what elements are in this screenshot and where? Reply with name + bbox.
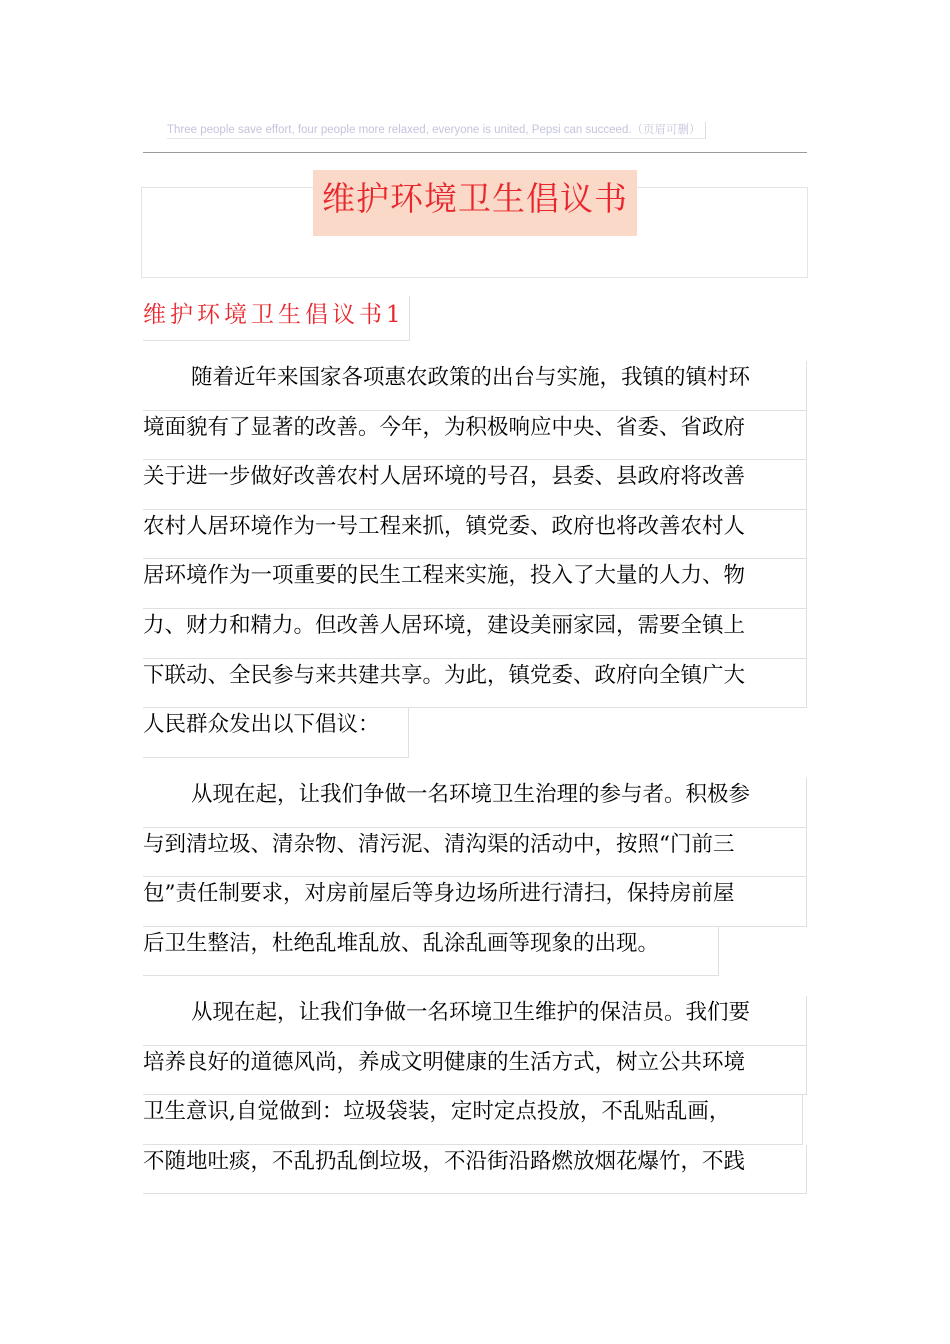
text-line: 从现在起，让我们争做一名环境卫生治理的参与者。积极参 bbox=[143, 778, 807, 828]
text-line: 与到清垃圾、清杂物、清污泥、清沟渠的活动中，按照“门前三 bbox=[143, 828, 807, 878]
text-line: 培养良好的道德风尚，养成文明健康的生活方式，树立公共环境 bbox=[143, 1046, 807, 1096]
text-line: 包”责任制要求，对房前屋后等身边场所进行清扫，保持房前屋 bbox=[143, 877, 807, 927]
text-line: 后卫生整洁，杜绝乱堆乱放、乱涂乱画等现象的出现。 bbox=[143, 927, 719, 977]
text-line: 下联动、全民参与来共建共享。为此，镇党委、政府向全镇广大 bbox=[143, 659, 807, 709]
document-title: 维护环境卫生倡议书 bbox=[313, 170, 637, 236]
text-line: 力、财力和精力。但改善人居环境，建设美丽家园，需要全镇上 bbox=[143, 609, 807, 659]
section-heading: 维护环境卫生倡议书1 bbox=[143, 296, 410, 341]
header-divider bbox=[143, 152, 807, 153]
text-line: 卫生意识,自觉做到：垃圾袋装，定时定点投放，不乱贴乱画， bbox=[143, 1095, 803, 1145]
page-header-text: Three people save effort, four people more relaxed, everyone is united, Pepsi can succeed.（页眉可删） bbox=[167, 122, 706, 139]
text-line: 随着近年来国家各项惠农政策的出台与实施，我镇的镇村环 bbox=[143, 361, 807, 411]
text-line: 境面貌有了显著的改善。今年，为积极响应中央、省委、省政府 bbox=[143, 411, 807, 461]
text-line: 人民群众发出以下倡议： bbox=[143, 708, 409, 758]
text-line: 农村人居环境作为一号工程来抓，镇党委、政府也将改善农村人 bbox=[143, 510, 807, 560]
text-line: 从现在起，让我们争做一名环境卫生维护的保洁员。我们要 bbox=[143, 996, 807, 1046]
text-line: 关于进一步做好改善农村人居环境的号召，县委、县政府将改善 bbox=[143, 460, 807, 510]
text-line: 居环境作为一项重要的民生工程来实施，投入了大量的人力、物 bbox=[143, 559, 807, 609]
text-line: 不随地吐痰，不乱扔乱倒垃圾，不沿街沿路燃放烟花爆竹，不践 bbox=[143, 1145, 807, 1195]
